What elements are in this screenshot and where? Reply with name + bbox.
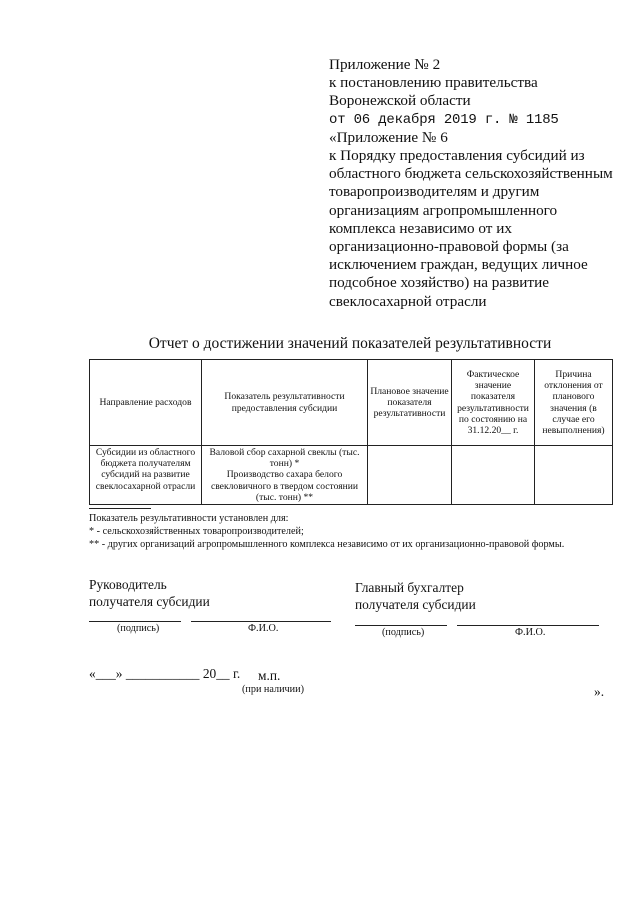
accountant-signature-caption: (подпись) xyxy=(382,627,425,638)
deviation-reason-cell xyxy=(535,446,613,505)
appendix-line: подсобное хозяйство) на развитие xyxy=(329,274,549,292)
appendix-line: к постановлению правительства xyxy=(329,74,538,92)
planned-value-cell xyxy=(368,446,452,505)
actual-value-cell xyxy=(452,446,535,505)
appendix-line: исключением граждан, ведущих личное xyxy=(329,256,588,274)
head-name-caption: Ф.И.О. xyxy=(248,623,279,634)
accountant-signature-line xyxy=(355,625,447,626)
indicator-cell xyxy=(202,446,368,505)
accountant-signature-title xyxy=(355,580,476,613)
table-row xyxy=(90,446,613,505)
head-subtitle: получателя субсидии xyxy=(89,593,210,609)
appendix-line: организационно-правовой формы (за xyxy=(329,238,569,256)
appendix-line: свеклосахарной отрасли xyxy=(329,292,487,310)
appendix-line: областного бюджета сельскохозяйственным xyxy=(329,165,613,183)
direction-cell: Субсидии из областного бюджета получателям субсидий на развитие свеклосахарной отрасли xyxy=(90,446,202,505)
header-cell: Причина отклонения от планового значения (в случае его невыполнения) xyxy=(535,360,613,446)
head-title: Руководитель xyxy=(89,577,167,592)
report-table xyxy=(89,359,613,505)
head-signature-title xyxy=(89,577,210,610)
accountant-name-caption: Ф.И.О. xyxy=(515,627,546,638)
appendix-line: товаропроизводителям и другим xyxy=(329,183,540,201)
stamp-label: м.п. xyxy=(258,668,281,683)
header-cell: Фактическое значение показателя результативности по состоянию на 31.12.20__ г. xyxy=(452,360,535,446)
date-line: «___» ___________ 20__ г. xyxy=(89,666,241,681)
head-signature-line xyxy=(89,621,181,622)
report-title: Отчет о достижении значений показателей результативности xyxy=(148,335,552,352)
footnote-intro: Показатель результативности установлен для: xyxy=(89,513,289,524)
table-header-row xyxy=(90,360,613,446)
appendix-line: Воронежской области xyxy=(329,92,471,110)
appendix-line: Приложение № 2 xyxy=(329,56,441,73)
header-cell: Плановое значение показателя результативности xyxy=(368,360,452,446)
accountant-subtitle: получателя субсидии xyxy=(355,596,476,612)
appendix-line: организациям агропромышленного xyxy=(329,201,558,219)
appendix-line: к Порядку предоставления субсидий из xyxy=(329,147,585,165)
appendix-line: «Приложение № 6 xyxy=(329,128,448,146)
footnote-1: * - сельскохозяйственных товаропроизводителей; xyxy=(89,526,304,538)
appendix-line: комплекса независимо от их xyxy=(329,219,512,237)
closing-quote: ». xyxy=(594,684,605,699)
appendix-header xyxy=(329,56,629,311)
stamp-note: (при наличии) xyxy=(242,684,304,695)
indicator-white-sugar: Производство сахара белого свекловичного в твердом состоянии (тыс. тонн) ** xyxy=(210,469,359,503)
footnote-rule xyxy=(89,508,151,509)
head-name-line xyxy=(191,621,331,622)
accountant-title: Главный бухгалтер xyxy=(355,580,464,595)
header-cell: Показатель результативности предоставления субсидии xyxy=(202,360,368,446)
head-signature-caption: (подпись) xyxy=(117,623,160,634)
accountant-name-line xyxy=(457,625,599,626)
header-cell: Направление расходов xyxy=(90,360,202,446)
resolution-date: от 06 декабря 2019 г. № 1185 xyxy=(329,111,559,128)
indicator-sugar-beet: Валовой сбор сахарной свеклы (тыс. тонн) * xyxy=(209,447,360,470)
footnote-2: ** - других организаций агропромышленного комплекса независимо от их организационно-правовой формы. xyxy=(89,539,565,551)
footnotes xyxy=(89,512,564,552)
